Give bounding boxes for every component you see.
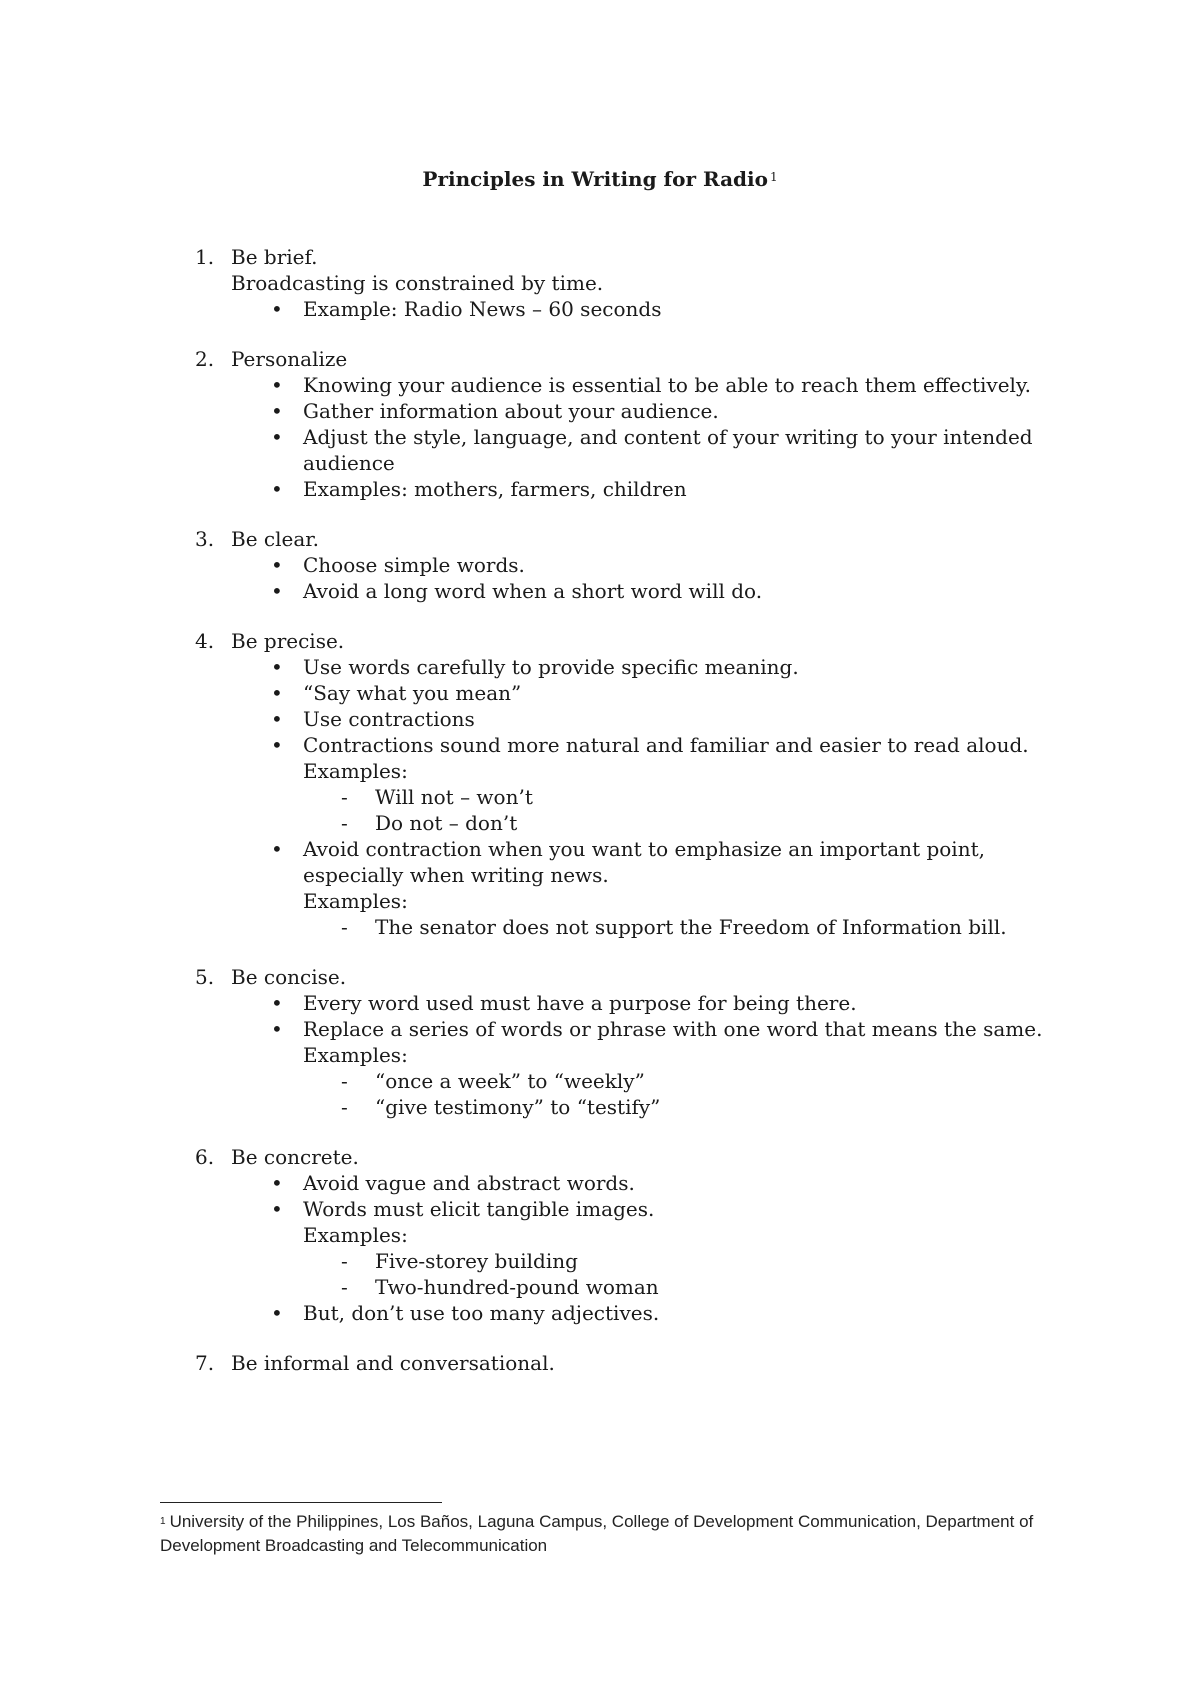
bullet-item: [267, 836, 1075, 940]
bullet-item: [267, 552, 1075, 578]
example-item: [339, 784, 1075, 810]
bullet-item: [267, 372, 1075, 398]
example-item: [339, 1274, 1075, 1300]
examples-label: Examples:: [303, 1043, 408, 1067]
bullet-icon: •: [271, 297, 283, 321]
example-list: [303, 914, 1075, 940]
item-number: 7.: [195, 1351, 215, 1375]
example-item: [339, 914, 1075, 940]
dash-icon: -: [341, 1095, 348, 1119]
bullet-text: Knowing your audience is essential to be able to reach them effectively.: [303, 373, 1031, 397]
dash-icon: -: [341, 1275, 348, 1299]
document-title: [0, 166, 1200, 192]
principle-item: [195, 1350, 1075, 1376]
bullet-icon: •: [271, 553, 283, 577]
bullet-list: [195, 1170, 1075, 1326]
footnote: [160, 1510, 1060, 1558]
item-number: 1.: [195, 245, 215, 269]
bullet-text: “Say what you mean”: [303, 681, 522, 705]
item-number: 6.: [195, 1145, 215, 1169]
example-text: “give testimony” to “testify”: [375, 1095, 661, 1119]
bullet-text: Contractions sound more natural and familiar and easier to read aloud.: [303, 733, 1029, 757]
footnote-divider: [160, 1502, 442, 1503]
item-text: Broadcasting is constrained by time.: [231, 271, 604, 295]
bullet-list: [195, 990, 1075, 1120]
bullet-icon: •: [271, 707, 283, 731]
bullet-text: Adjust the style, language, and content of your writing to your intended audience: [303, 425, 1033, 475]
bullet-item: [267, 1300, 1075, 1326]
example-list: [303, 1068, 1075, 1120]
example-list: [303, 1248, 1075, 1300]
bullet-text: Gather information about your audience.: [303, 399, 719, 423]
example-list: [303, 784, 1075, 836]
example-item: [339, 1068, 1075, 1094]
item-heading: Be informal and conversational.: [231, 1351, 555, 1375]
examples-label: Examples:: [303, 889, 408, 913]
bullet-icon: •: [271, 373, 283, 397]
example-text: Do not – don’t: [375, 811, 518, 835]
item-number: 5.: [195, 965, 215, 989]
bullet-icon: •: [271, 1017, 283, 1041]
dash-icon: -: [341, 1069, 348, 1093]
example-text: Two-hundred-pound woman: [375, 1275, 659, 1299]
example-text: Will not – won’t: [375, 785, 533, 809]
dash-icon: -: [341, 811, 348, 835]
item-number: 4.: [195, 629, 215, 653]
example-item: [339, 1248, 1075, 1274]
bullet-item: [267, 732, 1075, 836]
item-number: 2.: [195, 347, 215, 371]
dash-icon: -: [341, 915, 348, 939]
bullet-text: Avoid vague and abstract words.: [303, 1171, 635, 1195]
principle-item: [195, 1144, 1075, 1326]
bullet-item: [267, 398, 1075, 424]
bullet-text: Avoid contraction when you want to emphasize an important point, especially when writing news.: [303, 837, 985, 887]
example-text: Five-storey building: [375, 1249, 578, 1273]
example-item: [339, 1094, 1075, 1120]
bullet-item: [267, 476, 1075, 502]
bullet-icon: •: [271, 991, 283, 1015]
bullet-text: Every word used must have a purpose for being there.: [303, 991, 857, 1015]
bullet-item: [267, 578, 1075, 604]
bullet-icon: •: [271, 399, 283, 423]
bullet-text: Use contractions: [303, 707, 475, 731]
bullet-icon: •: [271, 1301, 283, 1325]
bullet-icon: •: [271, 477, 283, 501]
bullet-text: Use words carefully to provide specific meaning.: [303, 655, 799, 679]
bullet-list: [195, 372, 1075, 502]
bullet-item: [267, 296, 1075, 322]
bullet-text: But, don’t use too many adjectives.: [303, 1301, 660, 1325]
principle-item: [195, 964, 1075, 1120]
principles-list: [195, 244, 1075, 1400]
item-number: 3.: [195, 527, 215, 551]
bullet-list: [195, 552, 1075, 604]
bullet-text: Avoid a long word when a short word will do.: [303, 579, 763, 603]
item-heading: Be clear.: [231, 527, 319, 551]
item-heading: Be brief.: [231, 245, 318, 269]
bullet-text: Choose simple words.: [303, 553, 525, 577]
principle-item: [195, 628, 1075, 940]
bullet-item: [267, 680, 1075, 706]
bullet-icon: •: [271, 681, 283, 705]
example-text: The senator does not support the Freedom of Information bill.: [375, 915, 1007, 939]
principle-item: [195, 244, 1075, 322]
dash-icon: -: [341, 1249, 348, 1273]
footnote-text: University of the Philippines, Los Baños, Laguna Campus, College of Development Communication, Department of Development Broadcasting and Telecommunication: [160, 1512, 1034, 1555]
bullet-text: Replace a series of words or phrase with one word that means the same.: [303, 1017, 1043, 1041]
examples-label: Examples:: [303, 759, 408, 783]
title-footnote-marker: 1: [769, 170, 778, 184]
item-heading: Be concise.: [231, 965, 347, 989]
bullet-text: Example: Radio News – 60 seconds: [303, 297, 662, 321]
bullet-item: [267, 1016, 1075, 1120]
footnote-marker: 1: [160, 1516, 166, 1527]
principle-item: [195, 346, 1075, 502]
bullet-item: [267, 706, 1075, 732]
bullet-icon: •: [271, 733, 283, 757]
bullet-icon: •: [271, 1171, 283, 1195]
bullet-list: [195, 296, 1075, 322]
bullet-item: [267, 654, 1075, 680]
bullet-item: [267, 1196, 1075, 1300]
bullet-icon: •: [271, 837, 283, 861]
bullet-icon: •: [271, 579, 283, 603]
item-heading: Be concrete.: [231, 1145, 359, 1169]
bullet-text: Words must elicit tangible images.: [303, 1197, 655, 1221]
bullet-item: [267, 990, 1075, 1016]
bullet-text: Examples: mothers, farmers, children: [303, 477, 687, 501]
example-item: [339, 810, 1075, 836]
bullet-icon: •: [271, 655, 283, 679]
bullet-item: [267, 1170, 1075, 1196]
item-heading: Be precise.: [231, 629, 345, 653]
bullet-icon: •: [271, 425, 283, 449]
principle-item: [195, 526, 1075, 604]
bullet-item: [267, 424, 1075, 476]
dash-icon: -: [341, 785, 348, 809]
title-text: Principles in Writing for Radio: [422, 167, 768, 191]
example-text: “once a week” to “weekly”: [375, 1069, 645, 1093]
examples-label: Examples:: [303, 1223, 408, 1247]
item-heading: Personalize: [231, 347, 348, 371]
bullet-list: [195, 654, 1075, 940]
bullet-icon: •: [271, 1197, 283, 1221]
